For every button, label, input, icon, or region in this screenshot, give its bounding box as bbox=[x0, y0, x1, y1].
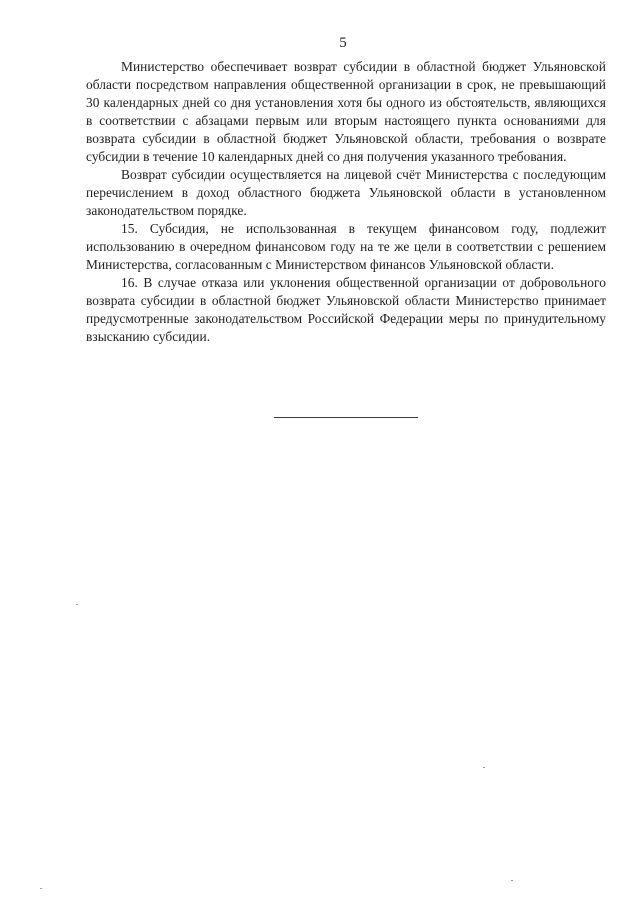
scan-speck bbox=[40, 888, 42, 889]
scan-speck bbox=[511, 880, 513, 881]
paragraph-item-16: 16. В случае отказа или уклонения общественной организации от добровольного возврата субсидии в областной бюджет Ульяновской области Министерство принимает предусмотренные законодательством Российской Федерации меры по принудительному взысканию субсидии. bbox=[86, 275, 606, 344]
scan-speck bbox=[76, 604, 78, 605]
scan-speck bbox=[483, 767, 485, 768]
document-body bbox=[86, 58, 606, 346]
page-number: 5 bbox=[339, 35, 347, 51]
end-divider-line bbox=[274, 417, 418, 418]
paragraph-item-15: 15. Субсидия, не использованная в текущем финансовом году, подлежит использованию в очередном финансовом году на те же цели в соответствии с решением Министерства, согласованным с Министерством финансов Ульяновской области. bbox=[86, 221, 606, 272]
paragraph-return-account: Возврат субсидии осуществляется на лицевой счёт Министерства с последующим перечислением в доход областного бюджета Ульяновской области в установленном законодательством порядке. bbox=[86, 167, 606, 218]
paragraph-subsidy-return-procedure: Министерство обеспечивает возврат субсидии в областной бюджет Ульяновской области посредством направления общественной организации в срок, не превышающий 30 календарных дней со дня установления хотя бы одного из обстоятельств, являющихся в соответствии с абзацами первым или вторым настоящего пункта основаниями для возврата субсидии в областной бюджет Ульяновской области, требования о возврате субсидии в течение 10 календарных дней со дня получения указанного требования. bbox=[86, 59, 606, 164]
